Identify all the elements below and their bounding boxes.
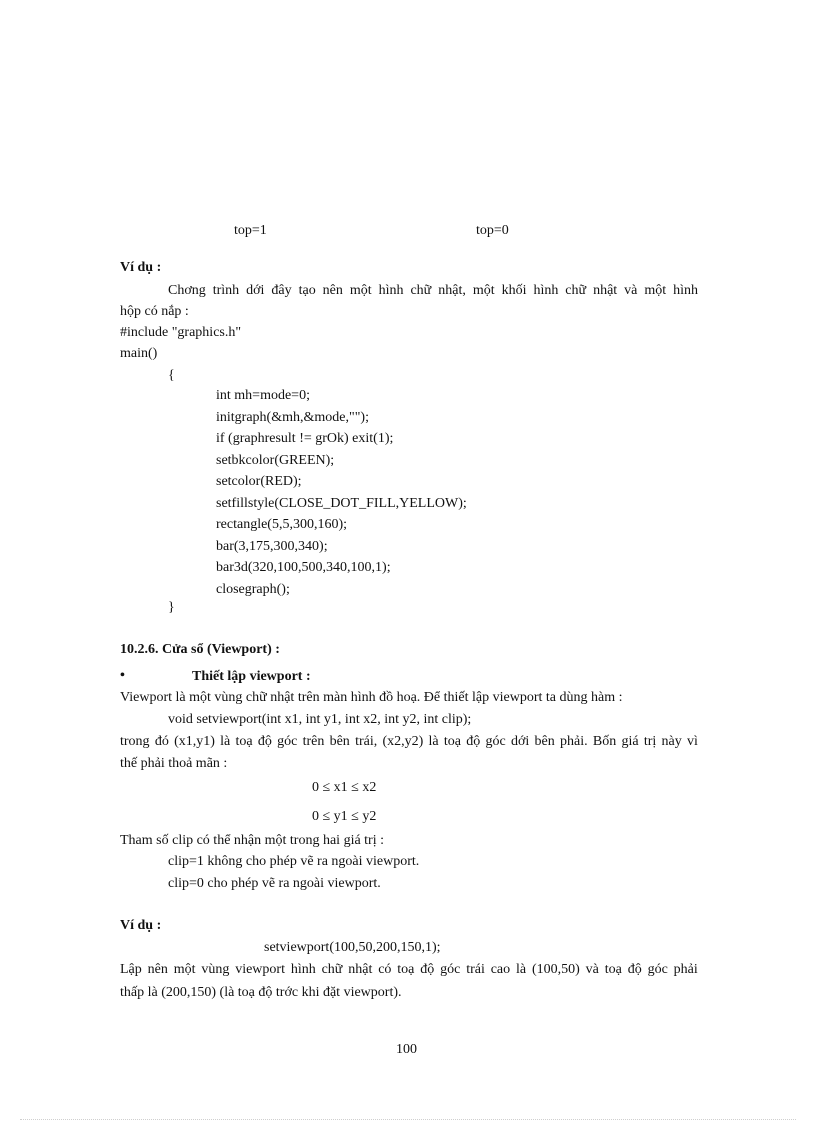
word: trái, xyxy=(355,734,378,749)
caption-top-0: top=0 xyxy=(476,223,509,238)
word: (x2,y2) xyxy=(382,734,424,749)
word: có xyxy=(378,962,392,977)
example-description-line1 xyxy=(120,282,698,300)
main-line: main() xyxy=(120,346,158,361)
word: giá xyxy=(621,734,639,749)
code-line: bar(3,175,300,340); xyxy=(216,538,328,554)
word: này xyxy=(661,734,682,749)
word: bên xyxy=(329,734,350,749)
word: hình xyxy=(290,962,316,977)
word: và xyxy=(585,962,599,977)
word: nhật xyxy=(348,962,373,977)
code-line: setfillstyle(CLOSE_DOT_FILL,YELLOW); xyxy=(216,495,467,511)
word: trình xyxy=(212,283,240,298)
word: trái xyxy=(466,962,485,977)
example2-description-line1 xyxy=(120,961,698,979)
word: Lập xyxy=(120,962,142,977)
word: và xyxy=(624,283,638,298)
bullet: • xyxy=(120,668,125,683)
word: hình xyxy=(533,283,559,298)
word: toạ xyxy=(443,734,462,749)
word: chữ xyxy=(321,962,343,977)
code-line: rectangle(5,5,300,160); xyxy=(216,517,348,532)
viewport-signature: void setviewport(int x1, int y1, int x2, int y2, int clip); xyxy=(168,712,472,727)
section-heading: 10.2.6. Cửa sổ (Viewport) : xyxy=(120,642,280,657)
example-heading: Ví dụ : xyxy=(120,260,162,275)
word: Chơng xyxy=(168,283,206,298)
word: trị xyxy=(643,734,657,749)
clip-0-line: clip=0 cho phép vẽ ra ngoài viewport. xyxy=(168,876,381,891)
word: vì xyxy=(686,734,698,749)
word: nên xyxy=(147,962,168,977)
explain-line2: thế phải thoả mãn : xyxy=(120,756,228,771)
code-line: if (graphresult != grOk) exit(1); xyxy=(216,431,394,446)
word: đây xyxy=(271,283,292,298)
word: khối xyxy=(501,283,527,298)
inequality-y: 0 ≤ y1 ≤ y2 xyxy=(312,809,377,824)
inequality-x: 0 ≤ x1 ≤ x2 xyxy=(312,780,377,795)
code-line: setcolor(RED); xyxy=(216,474,302,489)
code-line: setbkcolor(GREEN); xyxy=(216,452,335,468)
bullet-title: Thiết lập viewport : xyxy=(192,669,311,684)
clip-1-line: clip=1 không cho phép vẽ ra ngoài viewport. xyxy=(168,854,420,869)
word: độ xyxy=(466,734,481,749)
word: góc xyxy=(485,734,506,749)
word: phải xyxy=(673,962,698,977)
word: một xyxy=(472,283,495,298)
word: hình xyxy=(673,283,698,298)
page-bottom-rule xyxy=(20,1119,796,1120)
word: độ xyxy=(627,962,642,977)
word: nhật xyxy=(593,283,618,298)
word: góc xyxy=(647,962,668,977)
code-line: closegraph(); xyxy=(216,581,290,597)
viewport-intro: Viewport là một vùng chữ nhật trên màn hình đồ hoạ. Để thiết lập viewport ta dùng hàm : xyxy=(120,690,623,705)
include-line: #include "graphics.h" xyxy=(120,325,242,340)
word: toạ xyxy=(604,962,622,977)
word: trên xyxy=(302,734,325,749)
word: toạ xyxy=(397,962,415,977)
code-line: bar3d(320,100,500,340,100,1); xyxy=(216,560,391,575)
word: một xyxy=(349,283,372,298)
word: độ xyxy=(257,734,272,749)
page-number: 100 xyxy=(396,1042,417,1057)
word: vùng xyxy=(201,962,230,977)
caption-top-1: top=1 xyxy=(234,223,267,238)
example2-description-line2: thấp là (200,150) (là toạ độ trớc khi đặt viewport). xyxy=(120,985,402,1000)
word: một xyxy=(644,283,667,298)
word: một xyxy=(173,962,196,977)
word: trong xyxy=(120,734,150,749)
word: hình xyxy=(378,283,404,298)
word: đó xyxy=(154,734,169,749)
word: dới xyxy=(246,283,265,298)
word: cao xyxy=(490,962,511,977)
word: góc xyxy=(277,734,298,749)
code-line: int mh=mode=0; xyxy=(216,388,310,403)
word: Bốn xyxy=(592,734,617,749)
open-brace: { xyxy=(168,368,175,383)
explain-line1 xyxy=(120,733,698,751)
word: phải. xyxy=(560,734,588,749)
word: độ xyxy=(420,962,435,977)
example2-heading: Ví dụ : xyxy=(120,918,162,933)
word: bên xyxy=(534,734,555,749)
word: (x1,y1) xyxy=(174,734,215,749)
word: chữ xyxy=(410,283,432,298)
word: viewport xyxy=(235,962,285,977)
word: nhật, xyxy=(438,283,466,298)
word: dới xyxy=(510,734,530,749)
clip-intro: Tham số clip có thể nhận một trong hai giá trị : xyxy=(120,833,384,848)
word: góc xyxy=(440,962,461,977)
code-line: initgraph(&mh,&mode,""); xyxy=(216,409,369,425)
word: là xyxy=(428,734,439,749)
word: tạo xyxy=(298,283,316,298)
word: (100,50) xyxy=(531,962,580,977)
word: nên xyxy=(322,283,343,298)
example2-call: setviewport(100,50,200,150,1); xyxy=(264,940,441,955)
word: chữ xyxy=(565,283,587,298)
word: toạ xyxy=(235,734,253,749)
close-brace: } xyxy=(168,600,175,615)
word: là xyxy=(220,734,231,749)
word: là xyxy=(516,962,527,977)
example-description-line2: hộp có nắp : xyxy=(120,304,189,319)
